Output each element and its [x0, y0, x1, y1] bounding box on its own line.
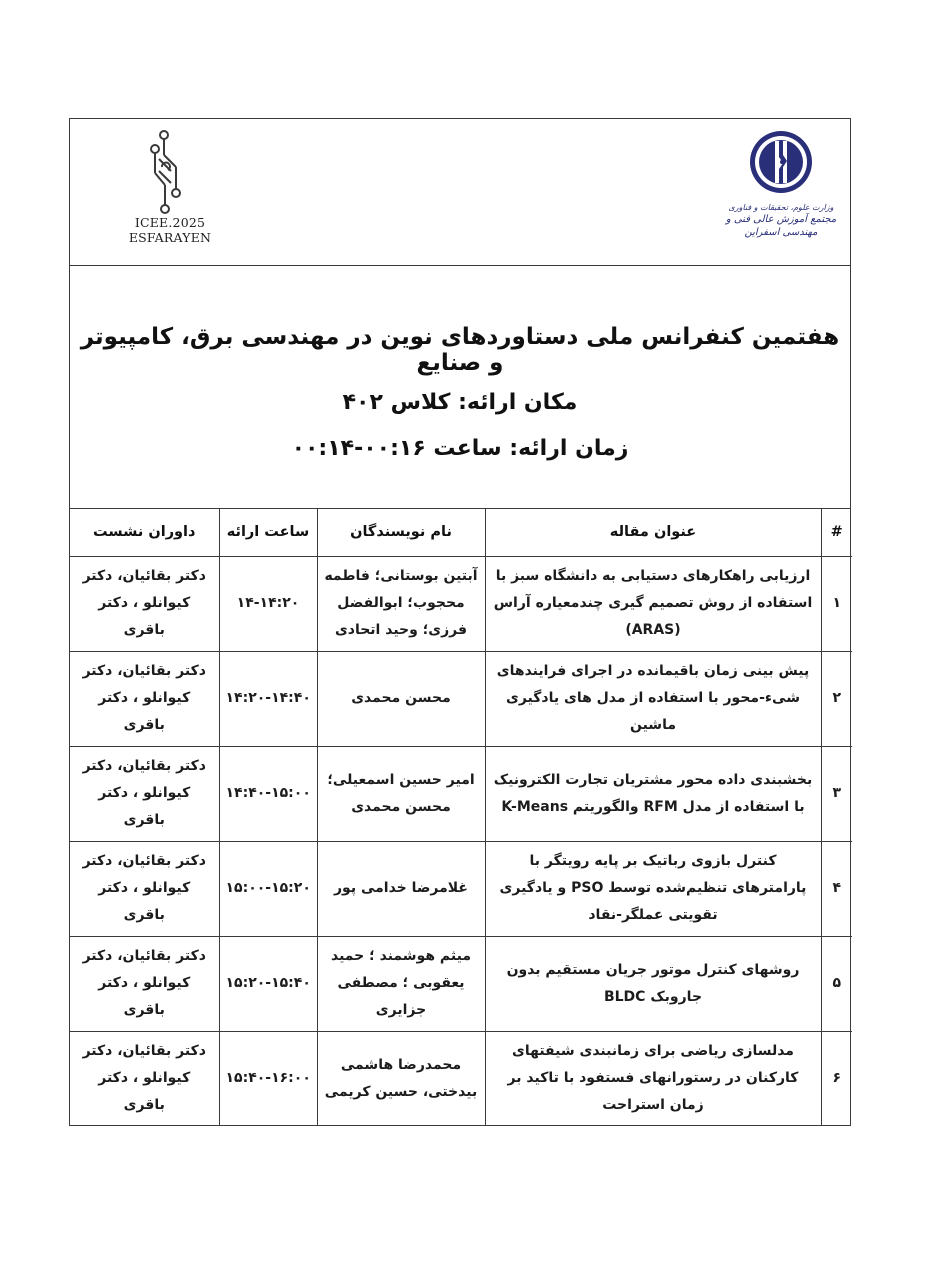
row-number: ۶ — [821, 1031, 852, 1126]
table-row — [70, 746, 852, 841]
circuit-logo-icon — [150, 129, 190, 215]
university-logo — [716, 129, 846, 259]
title-block — [70, 266, 850, 509]
row-number: ۴ — [821, 841, 852, 936]
paper-authors: آبتین بوستانی؛ فاطمه محجوب؛ ابوالفضل فرزی؛ وحید اتحادی — [317, 556, 485, 651]
row-number: ۳ — [821, 746, 852, 841]
conference-logo-line1: ICEE.2025 — [134, 215, 206, 230]
presentation-slot: ۱۵:۰۰-۱۵:۲۰ — [219, 841, 317, 936]
conference-title: هفتمین کنفرانس ملی دستاوردهای نوین در مهندسی برق، کامپیوتر و صنایع — [80, 324, 840, 376]
table-row — [70, 651, 852, 746]
paper-authors: امیر حسین اسمعیلی؛ محسن محمدی — [317, 746, 485, 841]
paper-authors: غلامرضا خدامی پور — [317, 841, 485, 936]
session-judges: دکتر بقائیان، دکتر کیوانلو ، دکتر باقری — [70, 841, 219, 936]
table-row — [70, 556, 852, 651]
row-number: ۲ — [821, 651, 852, 746]
header-num: # — [821, 509, 852, 556]
university-emblem-icon — [748, 129, 814, 195]
session-judges: دکتر بقائیان، دکتر کیوانلو ، دکتر باقری — [70, 746, 219, 841]
paper-title: روشهای کنترل موتور جریان مستقیم بدون جاروبک BLDC — [485, 936, 821, 1031]
header-authors: نام نویسندگان — [317, 509, 485, 556]
row-number: ۵ — [821, 936, 852, 1031]
schedule-table — [70, 509, 852, 1126]
paper-title: بخشبندی داده محور مشتریان تجارت الکترونیک با استفاده از مدل RFM والگوریتم K-Means — [485, 746, 821, 841]
header-title: عنوان مقاله — [485, 509, 821, 556]
conference-logo — [100, 129, 240, 259]
paper-title: کنترل بازوی رباتیک بر پایه رویتگر با پارامترهای تنظیم‌شده توسط PSO و یادگیری تقویتی عملگر-نقاد — [485, 841, 821, 936]
paper-authors: محمدرضا هاشمی بیدختی، حسین کریمی — [317, 1031, 485, 1126]
presentation-slot: ۱۴-۱۴:۲۰ — [219, 556, 317, 651]
conference-logo-line2: ESFARAYEN — [128, 230, 212, 245]
session-judges: دکتر بقائیان، دکتر کیوانلو ، دکتر باقری — [70, 1031, 219, 1126]
table-header-row — [70, 509, 852, 556]
presentation-slot: ۱۵:۲۰-۱۵:۴۰ — [219, 936, 317, 1031]
presentation-slot: ۱۴:۲۰-۱۴:۴۰ — [219, 651, 317, 746]
table-row — [70, 1031, 852, 1126]
table-row — [70, 841, 852, 936]
table-row — [70, 936, 852, 1031]
session-judges: دکتر بقائیان، دکتر کیوانلو ، دکتر باقری — [70, 651, 219, 746]
session-judges: دکتر بقائیان، دکتر کیوانلو ، دکتر باقری — [70, 936, 219, 1031]
schedule-sheet — [69, 118, 851, 1126]
paper-title: مدلسازی ریاضی برای زمانبندی شیفتهای کارکنان در رستورانهای فستفود با تاکید بر زمان استراحت — [485, 1031, 821, 1126]
paper-title: ارزیابی راهکارهای دستیابی به دانشگاه سبز با استفاده از روش تصمیم گیری چندمعیاره آراس (ARAS) — [485, 556, 821, 651]
paper-authors: میثم هوشمند ؛ حمید یعقوبی ؛ مصطفی جزایری — [317, 936, 485, 1031]
ministry-text: وزارت علوم، تحقیقات و فناوری — [728, 203, 834, 212]
logo-header — [70, 119, 850, 266]
presentation-venue: مکان ارائه: کلاس ۴۰۲ — [342, 390, 578, 415]
paper-title: پیش بینی زمان باقیمانده در اجرای فرایندهای شیء-محور با استفاده از مدل های یادگیری ماشین — [485, 651, 821, 746]
presentation-slot: ۱۵:۴۰-۱۶:۰۰ — [219, 1031, 317, 1126]
header-time: ساعت ارائه — [219, 509, 317, 556]
college-text: مجتمع آموزش عالی فنی و مهندسی اسفراین — [725, 214, 837, 238]
session-judges: دکتر بقائیان، دکتر کیوانلو ، دکتر باقری — [70, 556, 219, 651]
row-number: ۱ — [821, 556, 852, 651]
presentation-time: زمان ارائه: ساعت ۰۰:۱۶-۰۰:۱۴ — [291, 436, 629, 461]
paper-authors: محسن محمدی — [317, 651, 485, 746]
header-judges: داوران نشست — [70, 509, 219, 556]
presentation-slot: ۱۴:۴۰-۱۵:۰۰ — [219, 746, 317, 841]
